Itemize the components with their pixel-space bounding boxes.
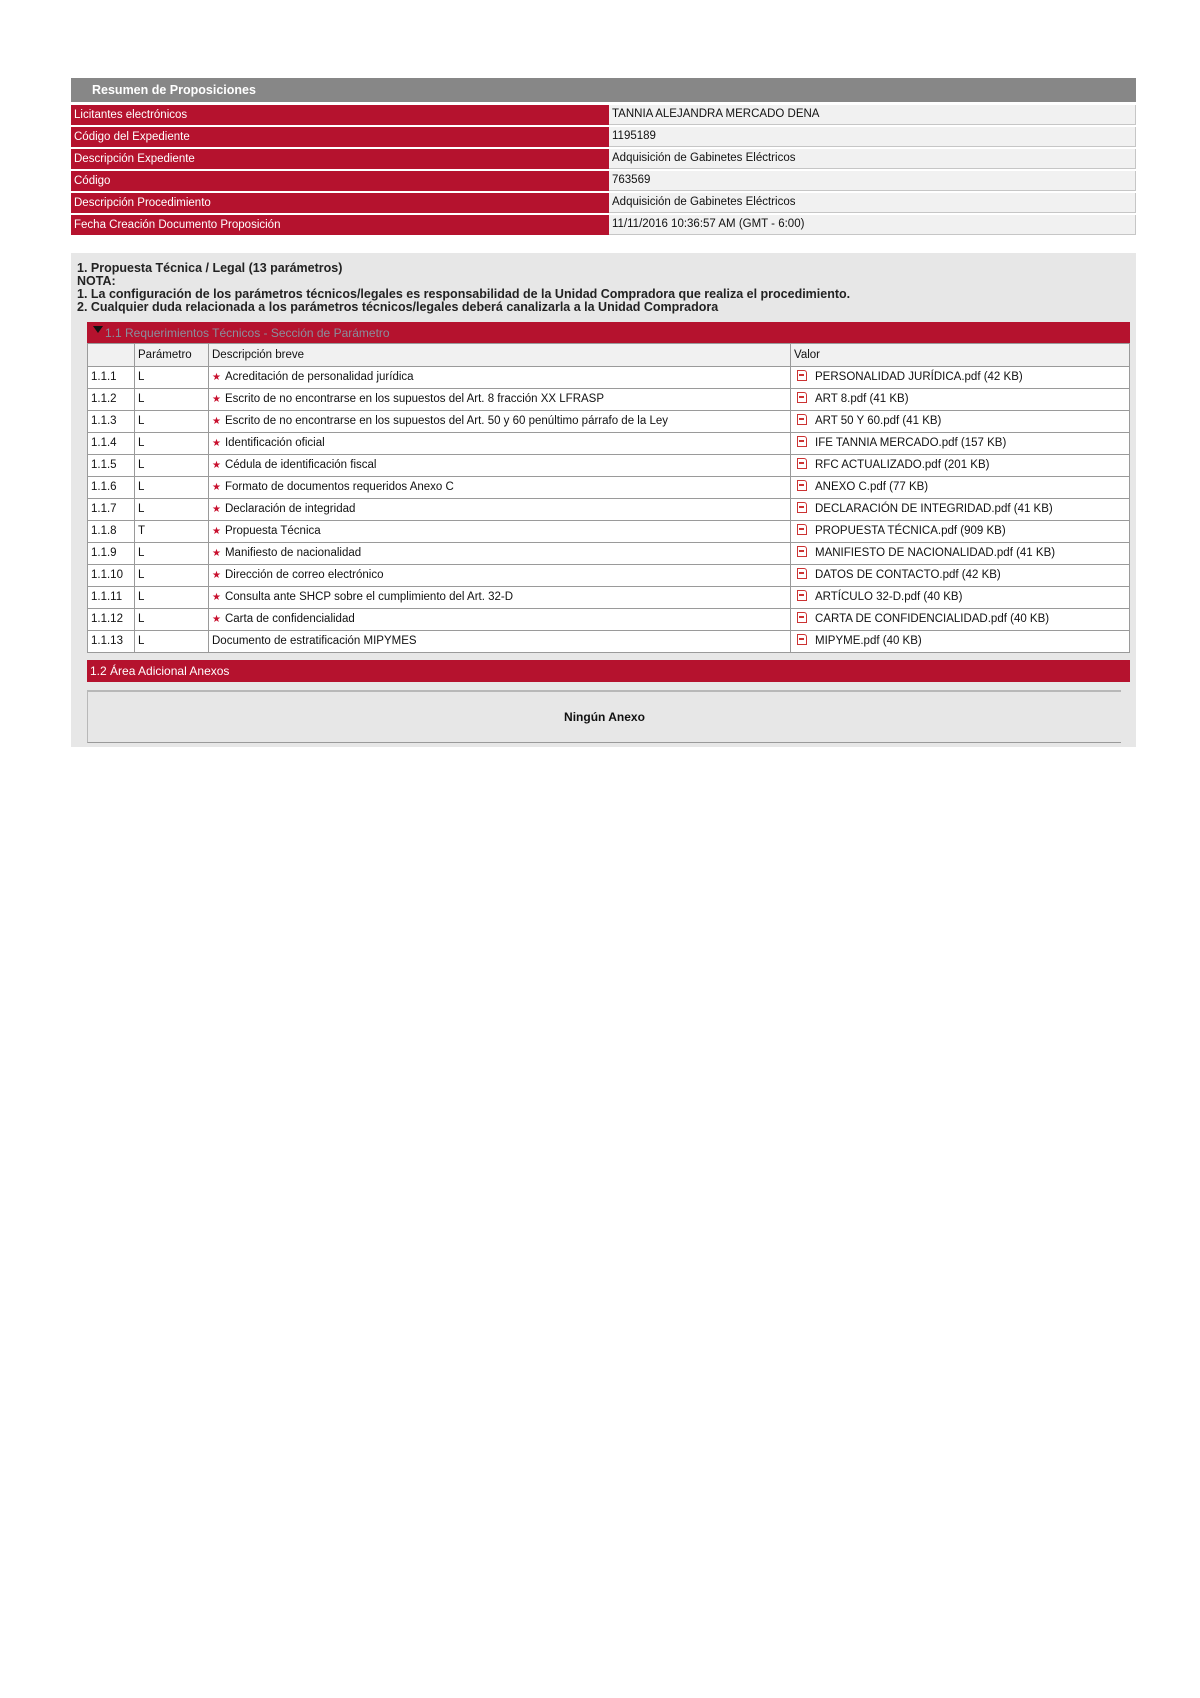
summary-table bbox=[71, 103, 1136, 237]
row-number: 1.1.10 bbox=[88, 565, 135, 587]
description-text: Escrito de no encontrarse en los supuestos del Art. 50 y 60 penúltimo párrafo de la Ley bbox=[224, 415, 668, 427]
description-text: Carta de confidencialidad bbox=[224, 613, 355, 625]
required-star-icon: ★ bbox=[212, 570, 221, 581]
summary-row bbox=[71, 127, 1136, 147]
row-description bbox=[209, 631, 791, 653]
row-param: L bbox=[135, 367, 209, 389]
summary-label: Fecha Creación Documento Proposición bbox=[71, 215, 609, 235]
pdf-file-icon bbox=[797, 590, 807, 601]
proposal-notes bbox=[77, 262, 850, 314]
table-row bbox=[88, 521, 1130, 543]
col-header-descripcion: Descripción breve bbox=[209, 344, 791, 367]
required-star-icon: ★ bbox=[212, 614, 221, 625]
summary-value: Adquisición de Gabinetes Eléctricos bbox=[609, 149, 1136, 169]
description-text: Identificación oficial bbox=[224, 437, 325, 449]
row-description bbox=[209, 433, 791, 455]
row-number: 1.1.2 bbox=[88, 389, 135, 411]
row-value bbox=[791, 521, 1130, 543]
description-text: Escrito de no encontrarse en los supuestos del Art. 8 fracción XX LFRASP bbox=[224, 393, 605, 405]
summary-row bbox=[71, 193, 1136, 213]
row-number: 1.1.6 bbox=[88, 477, 135, 499]
table-row bbox=[88, 631, 1130, 653]
description-text: Formato de documentos requeridos Anexo C bbox=[224, 481, 454, 493]
row-value bbox=[791, 609, 1130, 631]
required-star-icon: ★ bbox=[212, 416, 221, 427]
description-text: Declaración de integridad bbox=[224, 503, 356, 515]
required-star-icon: ★ bbox=[212, 372, 221, 383]
required-star-icon: ★ bbox=[212, 460, 221, 471]
row-value bbox=[791, 631, 1130, 653]
description-text: Acreditación de personalidad jurídica bbox=[224, 371, 414, 383]
row-param: L bbox=[135, 631, 209, 653]
table-row bbox=[88, 367, 1130, 389]
table-row bbox=[88, 543, 1130, 565]
required-star-icon: ★ bbox=[212, 482, 221, 493]
pdf-file-icon bbox=[797, 568, 807, 579]
row-param: L bbox=[135, 543, 209, 565]
summary-row bbox=[71, 149, 1136, 169]
file-link[interactable]: ANEXO C.pdf (77 KB) bbox=[815, 481, 929, 493]
row-value bbox=[791, 565, 1130, 587]
row-description bbox=[209, 389, 791, 411]
row-description bbox=[209, 587, 791, 609]
file-link[interactable]: PROPUESTA TÉCNICA.pdf (909 KB) bbox=[815, 525, 1006, 537]
row-number: 1.1.9 bbox=[88, 543, 135, 565]
summary-value: 1195189 bbox=[609, 127, 1136, 147]
row-number: 1.1.5 bbox=[88, 455, 135, 477]
required-star-icon: ★ bbox=[212, 592, 221, 603]
description-text: Consulta ante SHCP sobre el cumplimiento del Art. 32-D bbox=[224, 591, 514, 603]
summary-value: TANNIA ALEJANDRA MERCADO DENA bbox=[609, 105, 1136, 125]
summary-value: Adquisición de Gabinetes Eléctricos bbox=[609, 193, 1136, 213]
summary-value: 11/11/2016 10:36:57 AM (GMT - 6:00) bbox=[609, 215, 1136, 235]
row-value bbox=[791, 411, 1130, 433]
file-link[interactable]: MANIFIESTO DE NACIONALIDAD.pdf (41 KB) bbox=[815, 547, 1056, 559]
required-star-icon: ★ bbox=[212, 394, 221, 405]
description-text: Cédula de identificación fiscal bbox=[224, 459, 377, 471]
row-number: 1.1.8 bbox=[88, 521, 135, 543]
description-text: Dirección de correo electrónico bbox=[224, 569, 384, 581]
parameters-table bbox=[87, 343, 1130, 653]
collapse-triangle-icon[interactable] bbox=[93, 326, 103, 333]
row-number: 1.1.1 bbox=[88, 367, 135, 389]
row-number: 1.1.11 bbox=[88, 587, 135, 609]
proposal-heading: 1. Propuesta Técnica / Legal (13 parámetros) bbox=[77, 261, 343, 275]
row-value bbox=[791, 587, 1130, 609]
required-star-icon: ★ bbox=[212, 504, 221, 515]
nota-label: NOTA: bbox=[77, 274, 116, 288]
required-star-icon: ★ bbox=[212, 548, 221, 559]
section-title: 1.1 Requerimientos Técnicos - Sección de Parámetro bbox=[105, 326, 390, 340]
row-number: 1.1.3 bbox=[88, 411, 135, 433]
pdf-file-icon bbox=[797, 458, 807, 469]
file-link[interactable]: MIPYME.pdf (40 KB) bbox=[815, 635, 922, 647]
row-param: L bbox=[135, 609, 209, 631]
row-number: 1.1.4 bbox=[88, 433, 135, 455]
row-param: L bbox=[135, 499, 209, 521]
table-row bbox=[88, 477, 1130, 499]
table-row bbox=[88, 455, 1130, 477]
pdf-file-icon bbox=[797, 502, 807, 513]
annex-title: 1.2 Área Adicional Anexos bbox=[90, 664, 230, 678]
file-link[interactable]: ARTÍCULO 32-D.pdf (40 KB) bbox=[815, 591, 963, 603]
col-header-parametro: Parámetro bbox=[135, 344, 209, 367]
table-row bbox=[88, 389, 1130, 411]
summary-row bbox=[71, 171, 1136, 191]
pdf-file-icon bbox=[797, 524, 807, 535]
table-row bbox=[88, 499, 1130, 521]
col-header-valor: Valor bbox=[791, 344, 1130, 367]
row-value bbox=[791, 499, 1130, 521]
row-value bbox=[791, 455, 1130, 477]
row-description bbox=[209, 477, 791, 499]
description-text: Manifiesto de nacionalidad bbox=[224, 547, 362, 559]
file-link[interactable]: DATOS DE CONTACTO.pdf (42 KB) bbox=[815, 569, 1001, 581]
file-link[interactable]: CARTA DE CONFIDENCIALIDAD.pdf (40 KB) bbox=[815, 613, 1050, 625]
row-description bbox=[209, 521, 791, 543]
row-description bbox=[209, 499, 791, 521]
section-header-requerimientos[interactable] bbox=[87, 322, 1130, 343]
row-number: 1.1.13 bbox=[88, 631, 135, 653]
row-description bbox=[209, 565, 791, 587]
file-link[interactable]: RFC ACTUALIZADO.pdf (201 KB) bbox=[815, 459, 990, 471]
pdf-file-icon bbox=[797, 436, 807, 447]
table-row bbox=[88, 587, 1130, 609]
row-param: T bbox=[135, 521, 209, 543]
row-number: 1.1.12 bbox=[88, 609, 135, 631]
table-row bbox=[88, 609, 1130, 631]
summary-value: 763569 bbox=[609, 171, 1136, 191]
summary-section bbox=[71, 78, 1136, 237]
summary-label: Descripción Procedimiento bbox=[71, 193, 609, 213]
note-line: 1. La configuración de los parámetros técnicos/legales es responsabilidad de la Unidad Compradora que realiza el procedimiento. bbox=[77, 287, 851, 301]
row-description bbox=[209, 367, 791, 389]
file-link[interactable]: IFE TANNIA MERCADO.pdf (157 KB) bbox=[815, 437, 1007, 449]
row-param: L bbox=[135, 389, 209, 411]
note-line: 2. Cualquier duda relacionada a los parámetros técnicos/legales deberá canalizarla a la Unidad Compradora bbox=[77, 300, 719, 314]
row-param: L bbox=[135, 565, 209, 587]
col-header-number bbox=[88, 344, 135, 367]
row-value bbox=[791, 367, 1130, 389]
pdf-file-icon bbox=[797, 612, 807, 623]
pdf-file-icon bbox=[797, 634, 807, 645]
table-row bbox=[88, 411, 1130, 433]
table-header-row bbox=[88, 344, 1130, 367]
annex-empty-text: Ningún Anexo bbox=[564, 710, 645, 724]
row-description bbox=[209, 543, 791, 565]
row-description bbox=[209, 455, 791, 477]
pdf-file-icon bbox=[797, 392, 807, 403]
row-param: L bbox=[135, 433, 209, 455]
pdf-file-icon bbox=[797, 480, 807, 491]
row-number: 1.1.7 bbox=[88, 499, 135, 521]
row-param: L bbox=[135, 411, 209, 433]
summary-label: Descripción Expediente bbox=[71, 149, 609, 169]
summary-title: Resumen de Proposiciones bbox=[71, 78, 1136, 102]
row-description bbox=[209, 609, 791, 631]
file-link[interactable]: DECLARACIÓN DE INTEGRIDAD.pdf (41 KB) bbox=[815, 503, 1053, 515]
row-param: L bbox=[135, 477, 209, 499]
file-link[interactable]: ART 8.pdf (41 KB) bbox=[815, 393, 909, 405]
table-row bbox=[88, 433, 1130, 455]
table-row bbox=[88, 565, 1130, 587]
row-param: L bbox=[135, 587, 209, 609]
description-text: Propuesta Técnica bbox=[224, 525, 321, 537]
annex-section-header bbox=[87, 660, 1130, 682]
pdf-file-icon bbox=[797, 414, 807, 425]
row-value bbox=[791, 389, 1130, 411]
summary-row bbox=[71, 215, 1136, 235]
proposal-section bbox=[71, 253, 1136, 747]
file-link[interactable]: ART 50 Y 60.pdf (41 KB) bbox=[815, 415, 942, 427]
description-text: Documento de estratificación MIPYMES bbox=[212, 635, 417, 647]
required-star-icon: ★ bbox=[212, 526, 221, 537]
summary-label: Código bbox=[71, 171, 609, 191]
annex-box bbox=[87, 690, 1121, 743]
row-param: L bbox=[135, 455, 209, 477]
summary-label: Licitantes electrónicos bbox=[71, 105, 609, 125]
summary-label: Código del Expediente bbox=[71, 127, 609, 147]
summary-row bbox=[71, 105, 1136, 125]
row-description bbox=[209, 411, 791, 433]
pdf-file-icon bbox=[797, 370, 807, 381]
required-star-icon: ★ bbox=[212, 438, 221, 449]
row-value bbox=[791, 433, 1130, 455]
row-value bbox=[791, 477, 1130, 499]
file-link[interactable]: PERSONALIDAD JURÍDICA.pdf (42 KB) bbox=[815, 371, 1023, 383]
row-value bbox=[791, 543, 1130, 565]
pdf-file-icon bbox=[797, 546, 807, 557]
